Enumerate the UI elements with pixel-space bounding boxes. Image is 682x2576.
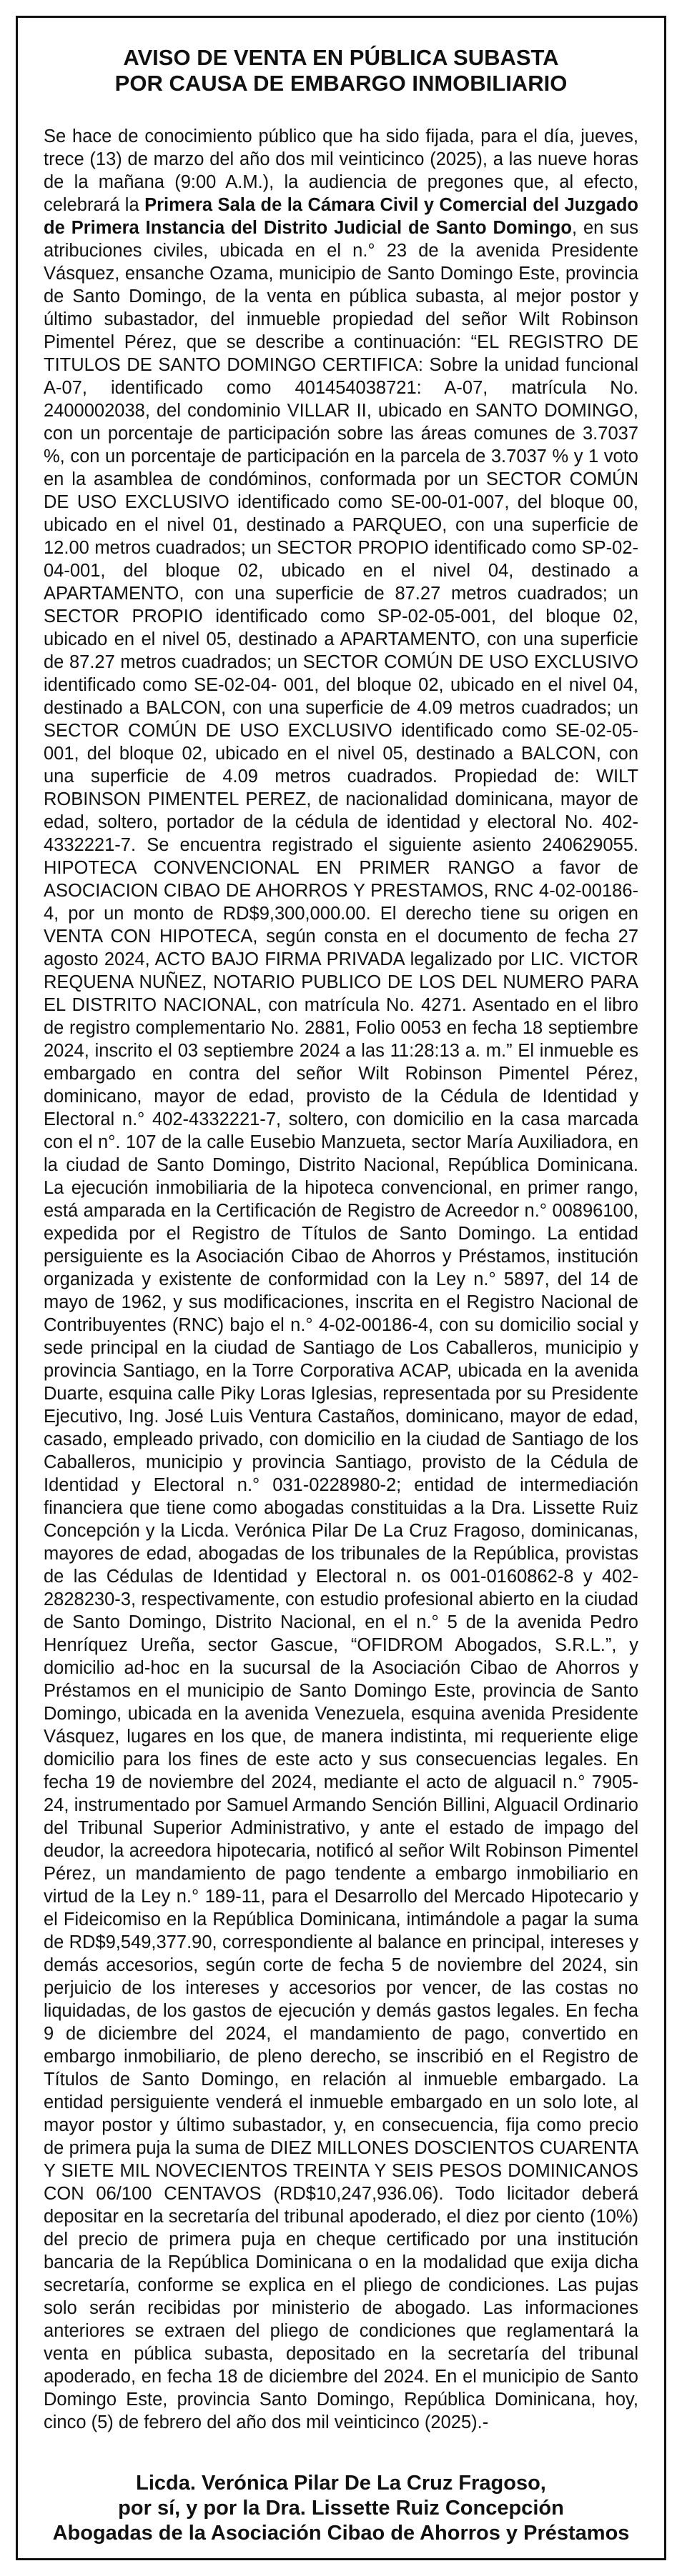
signature-line-1: Licda. Verónica Pilar De La Cruz Fragoso,: [136, 2472, 546, 2495]
signature-block: [44, 2471, 638, 2546]
signature-line-3: Abogadas de la Asociación Cibao de Ahorros y Préstamos: [52, 2522, 630, 2545]
notice-body: [44, 125, 638, 2434]
legal-notice: [16, 16, 666, 2560]
title-line-1: AVISO DE VENTA EN PÚBLICA SUBASTA: [123, 45, 559, 70]
court-name: Primera Sala de la Cámara Civil y Comercial del Juzgado de Primera Instancia del Distrito Judicial de Santo Domingo: [44, 195, 638, 238]
notice-title: [44, 45, 638, 96]
signature-line-2: por sí, y por la Dra. Lissette Ruiz Concepción: [118, 2497, 564, 2520]
body-main: , en sus atribuciones civiles, ubicada en el n.° 23 de la avenida Presidente Vásquez, ensanche Ozama, municipio de Santo Domingo Este, provincia de Santo Domingo, de la venta en pública subasta, al mejor postor y último subastador, del inmueble propiedad del señor Wilt Robinson Pimentel Pérez, que se describe a continuación: “EL REGISTRO DE TITULOS DE SANTO DOMINGO CERTIFICA: Sobre la unidad funcional A-07, identificado como 401454038721: A-07, matrícula No. 2400002038, del condominio VILLAR II, ubicado en SANTO DOMINGO, con un porcentaje de participación sobre las áreas comunes de 3.7037 %, con un porcentaje de participación en la parcela de 3.7037 % y 1 voto en la asamblea de condóminos, conformada por un SECTOR COMÚN DE USO EXCLUSIVO identificado como SE-00-01-007, del bloque 00, ubicado en el nivel 01, destinado a PARQUEO, con una superficie de 12.00 metros cuadrados; un SECTOR PROPIO identificado como SP-02-04-001, del bloque 02, ubicado en el nivel 04, destinado a APARTAMENTO, con una superficie de 87.27 metros cuadrados; un SECTOR PROPIO identificado como SP-02-05-001, del bloque 02, ubicado en el nivel 05, destinado a APARTAMENTO, con una superficie de 87.27 metros cuadrados; un SECTOR COMÚN DE USO EXCLUSIVO identificado como SE-02-04- 001, del bloque 02, ubicado en el nivel 04, destinado a BALCON, con una superficie de 4.09 metros cuadrados; un SECTOR COMÚN DE USO EXCLUSIVO identificado como SE-02-05-001, del bloque 02, ubicado en el nivel 05, destinado a BALCON, con una superficie de 4.09 metros cuadrados. Propiedad de: WILT ROBINSON PIMENTEL PEREZ, de nacionalidad dominicana, mayor de edad, soltero, portador de la cédula de identidad y electoral No. 402-4332221-7. Se encuentra registrado el siguiente asiento 240629055. HIPOTECA CONVENCIONAL EN PRIMER RANGO a favor de ASOCIACION CIBAO DE AHORROS Y PRESTAMOS, RNC 4-02-00186-4, por un monto de RD$9,300,000.00. El derecho tiene su origen en VENTA CON HIPOTECA, según consta en el documento de fecha 27 agosto 2024, ACTO BAJO FIRMA PRIVADA legalizado por LIC. VICTOR REQUENA NUÑEZ, NOTARIO PUBLICO DE LOS DEL NUMERO PARA EL DISTRITO NACIONAL, con matrícula No. 4271. Asentado en el libro de registro complementario No. 2881, Folio 0053 en fecha 18 septiembre 2024, inscrito el 03 septiembre 2024 a las 11:28:13 a. m.” El inmueble es embargado en contra del señor Wilt Robinson Pimentel Pérez, dominicano, mayor de edad, provisto de la Cédula de Identidad y Electoral n.° 402-4332221-7, soltero, con domicilio en la casa marcada con el n°. 107 de la calle Eusebio Manzueta, sector María Auxiliadora, en la ciudad de Santo Domingo, Distrito Nacional, República Dominicana. La ejecución inmobiliaria de la hipoteca convencional, en primer rango, está amparada en la Certificación de Registro de Acreedor n.° 00896100, expedida por el Registro de Títulos de Santo Domingo. La entidad persiguiente es la Asociación Cibao de Ahorros y Préstamos, institución organizada y existente de conformidad con la Ley n.° 5897, del 14 de mayo de 1962, y sus modificaciones, inscrita en el Registro Nacional de Contribuyentes (RNC) bajo el n.° 4-02-00186-4, con su domicilio social y sede principal en la ciudad de Santiago de Los Caballeros, municipio y provincia Santiago, en la Torre Corporativa ACAP, ubicada en la avenida Duarte, esquina calle Piky Loras Iglesias, representada por su Presidente Ejecutivo, Ing. José Luis Ventura Castaños, dominicano, mayor de edad, casado, empleado privado, con domicilio en la ciudad de Santiago de los Caballeros, municipio y provincia Santiago, provisto de la Cédula de Identidad y Electoral n.° 031-0228980-2; entidad de intermediación financiera que tiene como abogadas constituidas a la Dra. Lissette Ruiz Concepción y la Licda. Verónica Pilar De La Cruz Fragoso, dominicanas, mayores de edad, abogadas de los tribunales de la República, provistas de las Cédulas de Identidad y Electoral n. os 001-0160862-8 y 402-2828230-3, respectivamente, con estudio profesional abierto en la ciudad de Santo Domingo, Distrito Nacional, en el n.° 5 de la avenida Pedro Henríquez Ureña, sector Gascue, “OFIDROM Abogados, S.R.L.”, y domicilio ad-hoc en la sucursal de la Asociación Cibao de Ahorros y Préstamos en el municipio de Santo Domingo Este, provincia de Santo Domingo, ubicada en la avenida Venezuela, esquina avenida Presidente Vásquez, lugares en los que, de manera indistinta, mi requeriente elige domicilio para los fines de este acto y sus consecuencias legales. En fecha 19 de noviembre del 2024, mediante el acto de alguacil n.° 7905-24, instrumentado por Samuel Armando Sención Billini, Alguacil Ordinario del Tribunal Superior Administrativo, y ante el estado de impago del deudor, la acreedora hipotecaria, notificó al señor Wilt Robinson Pimentel Pérez, un mandamiento de pago tendente a embargo inmobiliario en virtud de la Ley n.° 189-11, para el Desarrollo del Mercado Hipotecario y el Fideicomiso en la República Dominicana, intimándole a pagar la suma de RD$9,549,377.90, correspondiente al balance en principal, intereses y demás accesorios, según corte de fecha 5 de noviembre del 2024, sin perjuicio de los intereses y accesorios por vencer, de las costas no liquidadas, de los gastos de ejecución y demás gastos legales. En fecha 9 de diciembre del 2024, el mandamiento de pago, convertido en embargo inmobiliario, de pleno derecho, se inscribió en el Registro de Títulos de Santo Domingo, en relación al inmueble embargado. La entidad persiguiente venderá el inmueble embargado en un solo lote, al mayor postor y último subastador, y, en consecuencia, fija como precio de primera puja la suma de DIEZ MILLONES DOSCIENTOS CUARENTA Y SIETE MIL NOVECIENTOS TREINTA Y SEIS PESOS DOMINICANOS CON 06/100 CENTAVOS (RD$10,247,936.06). Todo licitador deberá depositar en la secretaría del tribunal apoderado, el diez por ciento (10%) del precio de primera puja en cheque certificado por una institución bancaria de la República Dominicana o en la modalidad que exija dicha secretaría, conforme se explica en el pliego de condiciones. Las pujas solo serán recibidas por ministerio de abogado. Las informaciones anteriores se extraen del pliego de condiciones que reglamentará la venta en pública subasta, depositado en la secretaría del tribunal apoderado, en fecha 18 de diciembre del 2024. En el municipio de Santo Domingo Este, provincia Santo Domingo, República Dominicana, hoy, cinco (5) de febrero del año dos mil veinticinco (2025).-: [44, 218, 638, 2432]
body-intro: Se hace de conocimiento público que ha sido fijada, para el día, jueves, trece (13) de marzo del año dos mil veinticinco (2025), a las nueve horas de la mañana (9:00 A.M.), la audiencia de pregones que, al efecto, celebrará la: [44, 126, 638, 215]
title-line-2: POR CAUSA DE EMBARGO INMOBILIARIO: [114, 71, 568, 96]
